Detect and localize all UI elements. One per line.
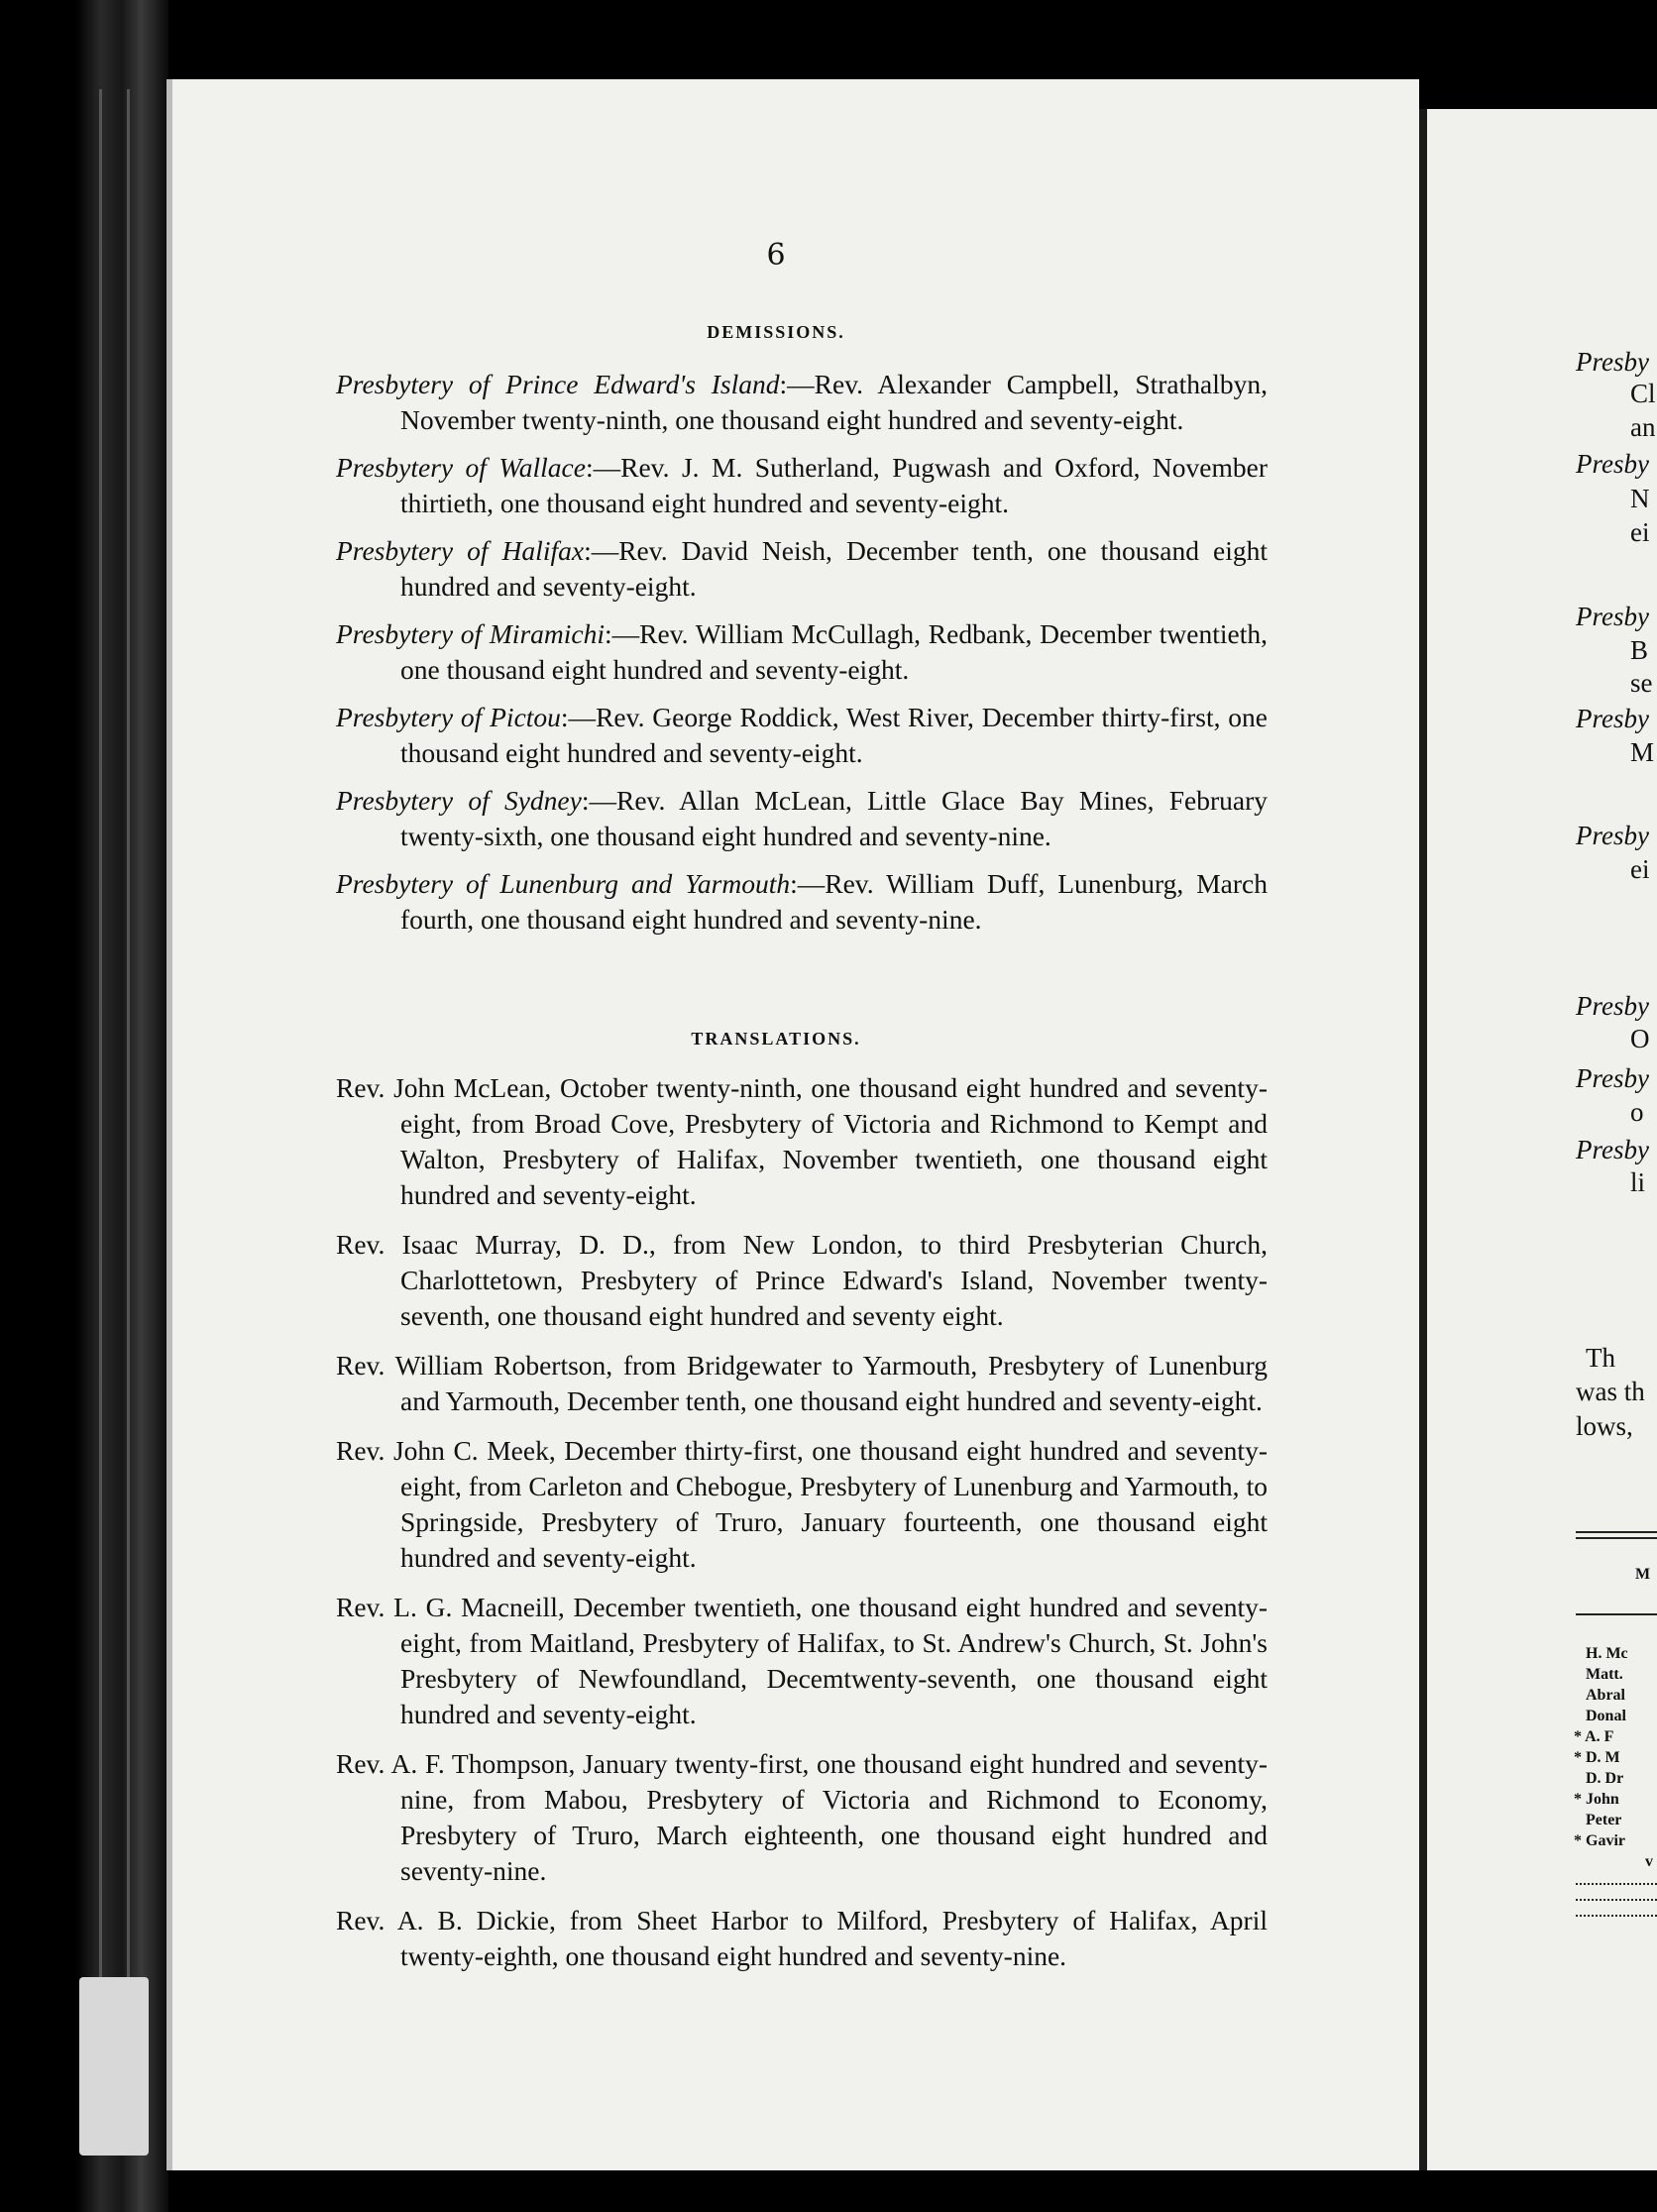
dotted-line [1576, 1915, 1657, 1917]
translations-heading: TRANSLATIONS. [691, 1029, 861, 1049]
table-rule [1576, 1531, 1657, 1533]
fragment: Cl [1630, 379, 1656, 408]
fragment: lows, [1576, 1411, 1633, 1441]
demission-entry: Presbytery of Prince Edward's Island:—Rev. Alexander Campbell, Strathalbyn, November twenty-ninth, one thousand eight hundred and seventy-eight. [336, 369, 1268, 435]
translation-entry: Rev. A. F. Thompson, January twenty-first, one thousand eight hundred and seventy-nine, from Mabou, Presbytery of Victoria and Richmond to Economy, Presbytery of Truro, March eighteenth, one thousand eight hundred and seventy-nine. [336, 1748, 1268, 1886]
presbytery-name: Presbytery of Lunenburg and Yarmouth [336, 868, 791, 899]
demission-entry: Presbytery of Halifax:—Rev. David Neish, December tenth, one thousand eight hundred and seventy-eight. [336, 535, 1268, 602]
page-edge-line [99, 89, 102, 2093]
entry-text: Rev. Allan McLean, Little Glace Bay Mines, February twenty-sixth, one thousand eight hundred and seventy-nine. [400, 785, 1268, 851]
page-tab [79, 1977, 149, 2156]
entry-text: Rev. Alexander Campbell, Strathalbyn, November twenty-ninth, one thousand eight hundred and seventy-eight. [400, 369, 1268, 435]
page-number: 6 [766, 238, 786, 273]
right-page [1419, 109, 1657, 2170]
book-edge [0, 0, 168, 2212]
entry-text: Rev. William McCullagh, Redbank, December twentieth, one thousand eight hundred and seventy-eight. [400, 618, 1268, 685]
fragment: o [1630, 1097, 1644, 1127]
demission-entry: Presbytery of Pictou:—Rev. George Roddick, West River, December thirty-first, one thousand eight hundred and seventy-eight. [336, 702, 1268, 768]
fragment: O [1630, 1024, 1650, 1053]
table-name: * John [1574, 1791, 1619, 1808]
presbytery-name: Presbytery of Pictou [336, 702, 561, 732]
fragment: Presby [1576, 347, 1649, 377]
table-name: * D. M [1574, 1749, 1620, 1766]
left-page [166, 79, 1419, 2170]
table-name: H. Mc [1586, 1645, 1628, 1662]
translation-entry: Rev. John McLean, October twenty-ninth, one thousand eight hundred and seventy-eight, from Broad Cove, Presbytery of Victoria and Richmond to Kempt and Walton, Presbytery of Halifax, November twentieth, one thousand eight hundred and seventy-eight. [336, 1072, 1268, 1210]
table-name: Matt. [1586, 1666, 1623, 1683]
fragment: Presby [1576, 704, 1649, 733]
table-name: Abral [1586, 1687, 1625, 1704]
fragment: ei [1630, 517, 1650, 547]
fragment: Presby [1576, 1063, 1649, 1093]
table-rule [1576, 1613, 1657, 1615]
entry-text: Rev. David Neish, December tenth, one thousand eight hundred and seventy-eight. [400, 535, 1268, 602]
page-edge-line [127, 89, 130, 2093]
fragment: B [1630, 635, 1649, 665]
table-header: M [1635, 1566, 1651, 1583]
presbytery-name: Presbytery of Wallace [336, 452, 586, 483]
table-name: * A. F [1574, 1728, 1614, 1745]
entry-text: Rev. J. M. Sutherland, Pugwash and Oxford, November thirtieth, one thousand eight hundred and seventy-eight. [400, 452, 1268, 518]
translation-entry: Rev. Isaac Murray, D. D., from New London, to third Presbyterian Church, Charlottetown, Presbytery of Prince Edward's Island, November twenty-seventh, one thousand eight hundred and seventy eight. [336, 1229, 1268, 1331]
demission-entry: Presbytery of Wallace:—Rev. J. M. Sutherland, Pugwash and Oxford, November thirtieth, one thousand eight hundred and seventy-eight. [336, 452, 1268, 518]
entry-text: Rev. George Roddick, West River, December thirty-first, one thousand eight hundred and seventy-eight. [400, 702, 1268, 768]
demission-entry: Presbytery of Lunenburg and Yarmouth:—Rev. William Duff, Lunenburg, March fourth, one thousand eight hundred and seventy-nine. [336, 868, 1268, 935]
translation-entry: Rev. John C. Meek, December thirty-first, one thousand eight hundred and seventy-eight, from Carleton and Chebogue, Presbytery of Lunenburg and Yarmouth, to Springside, Presbytery of Truro, January fourteenth, one thousand eight hundred and seventy-eight. [336, 1435, 1268, 1573]
translation-entry: Rev. A. B. Dickie, from Sheet Harbor to Milford, Presbytery of Halifax, April twenty-eighth, one thousand eight hundred and seventy-nine. [336, 1905, 1268, 1971]
demissions-heading: DEMISSIONS. [707, 322, 845, 342]
presbytery-name: Presbytery of Prince Edward's Island [336, 369, 780, 399]
fragment: Presby [1576, 602, 1649, 631]
table-name: D. Dr [1586, 1770, 1624, 1787]
fragment: Presby [1576, 449, 1649, 479]
fragment: Th [1586, 1343, 1615, 1373]
presbytery-name: Presbytery of Halifax [336, 535, 585, 566]
demission-entry: Presbytery of Miramichi:—Rev. William McCullagh, Redbank, December twentieth, one thousand eight hundred and seventy-eight. [336, 618, 1268, 685]
fragment: Presby [1576, 821, 1649, 850]
translations-list [336, 1070, 1268, 1988]
table-name: Donal [1586, 1708, 1626, 1724]
entry-text: Rev. William Duff, Lunenburg, March fourth, one thousand eight hundred and seventy-nine. [400, 868, 1268, 935]
translation-entry: Rev. L. G. Macneill, December twentieth, one thousand eight hundred and seventy-eight, from Maitland, Presbytery of Halifax, to St. Andrew's Church, St. John's Presbytery of Newfoundland, Decemtwenty-seventh, one thousand eight hundred and seventy-eight. [336, 1592, 1268, 1729]
fragment: ei [1630, 854, 1650, 884]
fragment: was th [1576, 1377, 1645, 1406]
demission-entry: Presbytery of Sydney:—Rev. Allan McLean, Little Glace Bay Mines, February twenty-sixth, one thousand eight hundred and seventy-nine. [336, 785, 1268, 851]
fragment: li [1630, 1167, 1646, 1197]
table-name: * Gavir [1574, 1832, 1625, 1849]
presbytery-name: Presbytery of Miramichi [336, 618, 605, 649]
table-name: Peter [1586, 1812, 1622, 1828]
fragment: se [1630, 668, 1653, 698]
table-name: v [1645, 1853, 1653, 1870]
demissions-list [336, 367, 1268, 949]
translation-entry: Rev. William Robertson, from Bridgewater to Yarmouth, Presbytery of Lunenburg and Yarmouth, December tenth, one thousand eight hundred and seventy-eight. [336, 1350, 1268, 1416]
fragment: N [1630, 484, 1650, 513]
presbytery-name: Presbytery of Sydney [336, 785, 582, 816]
dotted-line [1576, 1883, 1657, 1885]
fragment: Presby [1576, 991, 1649, 1021]
fragment: M [1630, 737, 1655, 767]
dotted-line [1576, 1899, 1657, 1901]
fragment: Presby [1576, 1135, 1649, 1164]
fragment: an [1630, 412, 1656, 442]
table-rule [1576, 1537, 1657, 1539]
